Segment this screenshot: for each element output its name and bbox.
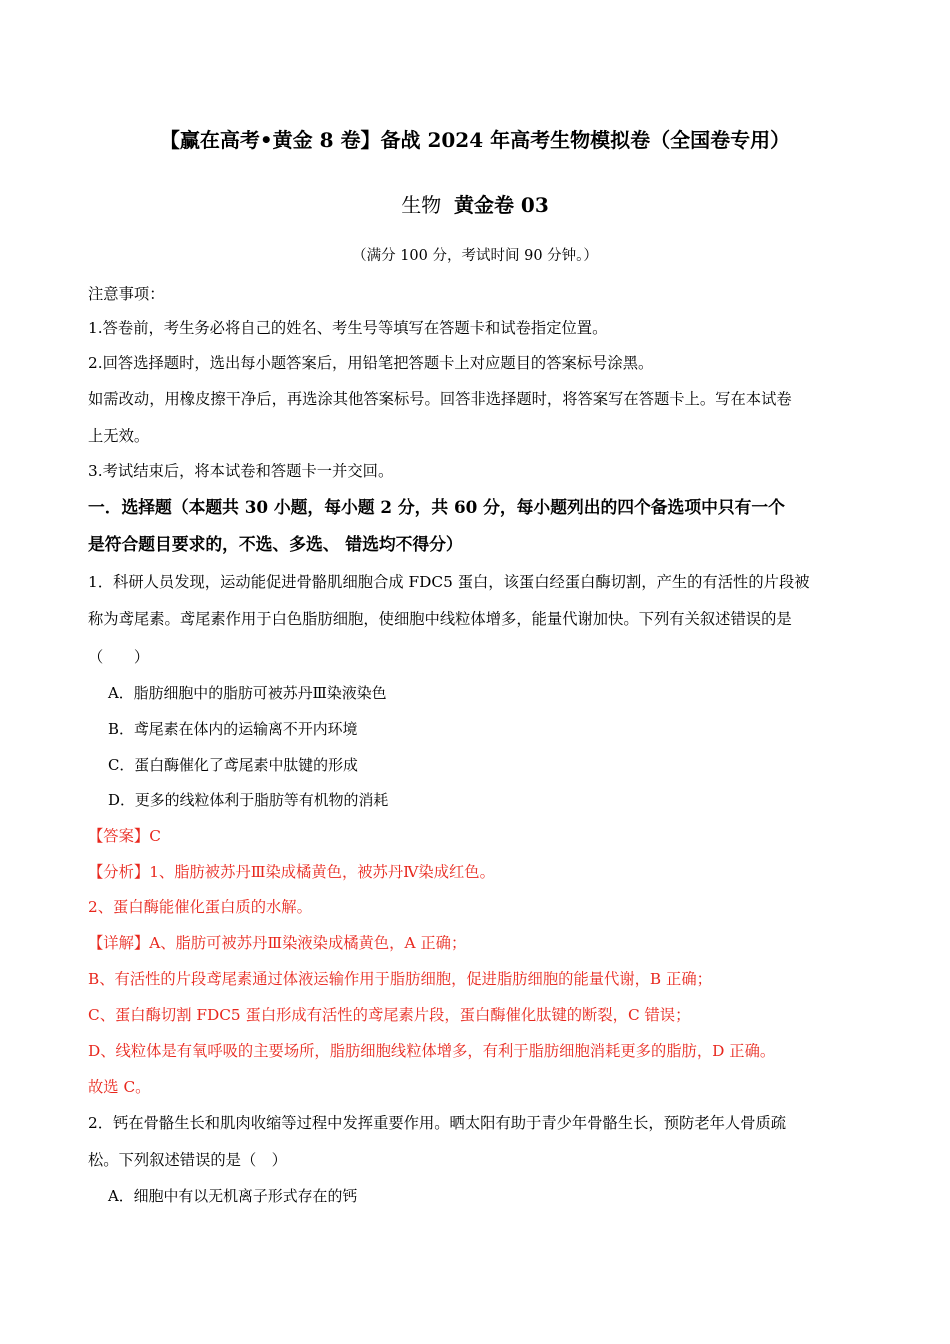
q1-option-c: C．蛋白酶催化了鸢尾素中肽键的形成 — [108, 756, 358, 774]
q1-detail-line: 【详解】A、脂肪可被苏丹Ⅲ染液染成橘黄色，A 正确； — [88, 934, 467, 952]
notice-item: 如需改动，用橡皮擦干净后，再选涂其他答案标号。回答非选择题时，将答案写在答题卡上。写在本试卷 — [88, 390, 792, 408]
paper-name: 黄金卷 03 — [453, 193, 549, 217]
q1-answer: 【答案】C — [88, 827, 161, 845]
q1-stem-line: 称为鸢尾素。鸢尾素作用于白色脂肪细胞，使细胞中线粒体增多，能量代谢加快。下列有关叙述错误的是 — [88, 610, 792, 628]
q1-detail-line: 故选 C。 — [88, 1078, 151, 1096]
q1-stem-line: （ ） — [88, 648, 150, 666]
q1-analysis-line: 【分析】1、脂肪被苏丹Ⅲ染成橘黄色，被苏丹Ⅳ染成红色。 — [88, 863, 495, 881]
q1-option-b: B．鸢尾素在体内的运输离不开内环境 — [108, 720, 358, 738]
notice-item: 2.回答选择题时，选出每小题答案后，用铅笔把答题卡上对应题目的答案标号涂黑。 — [88, 354, 654, 372]
exam-info: （满分 100 分，考试时间 90 分钟。） — [352, 248, 598, 264]
paper-subtitle — [0, 192, 950, 218]
section-heading-line1: 一．选择题（本题共 30 小题，每小题 2 分，共 60 分，每小题列出的四个备选项中只有一个 — [88, 497, 785, 517]
q1-detail-line: D、线粒体是有氧呼吸的主要场所，脂肪细胞线粒体增多，有利于脂肪细胞消耗更多的脂肪，D 正确。 — [88, 1042, 776, 1060]
notice-heading: 注意事项： — [88, 285, 165, 303]
q1-analysis-line: 2、蛋白酶能催化蛋白质的水解。 — [88, 898, 312, 916]
q1-detail-line: B、有活性的片段鸢尾素通过体液运输作用于脂肪细胞，促进脂肪细胞的能量代谢，B 正确； — [88, 970, 712, 988]
q1-option-d: D．更多的线粒体利于脂肪等有机物的消耗 — [108, 791, 389, 809]
notice-item: 1.答卷前，考生务必将自己的姓名、考生号等填写在答题卡和试卷指定位置。 — [88, 319, 608, 337]
paper-title: 【赢在高考•黄金 8 卷】备战 2024 年高考生物模拟卷（全国卷专用） — [159, 128, 791, 152]
q2-option-a: A．细胞中有以无机离子形式存在的钙 — [108, 1187, 358, 1205]
q1-stem-line: 1．科研人员发现，运动能促进骨骼肌细胞合成 FDC5 蛋白，该蛋白经蛋白酶切割，产生的有活性的片段被 — [88, 573, 810, 591]
q1-detail-line: C、蛋白酶切割 FDC5 蛋白形成有活性的鸢尾素片段，蛋白酶催化肽键的断裂，C 错误； — [88, 1006, 691, 1024]
q2-stem-line: 2．钙在骨骼生长和肌肉收缩等过程中发挥重要作用。晒太阳有助于青少年骨骼生长，预防老年人骨质疏 — [88, 1114, 787, 1132]
section-heading-line2: 是符合题目要求的，不选、多选、 错选均不得分） — [88, 534, 463, 554]
q2-stem-line: 松。下列叙述错误的是（ ） — [88, 1151, 287, 1169]
notice-item: 上无效。 — [88, 427, 150, 445]
subject-label: 生物 — [401, 193, 442, 217]
notice-item: 3.考试结束后，将本试卷和答题卡一并交回。 — [88, 462, 394, 480]
q1-option-a: A．脂肪细胞中的脂肪可被苏丹Ⅲ染液染色 — [108, 684, 387, 702]
